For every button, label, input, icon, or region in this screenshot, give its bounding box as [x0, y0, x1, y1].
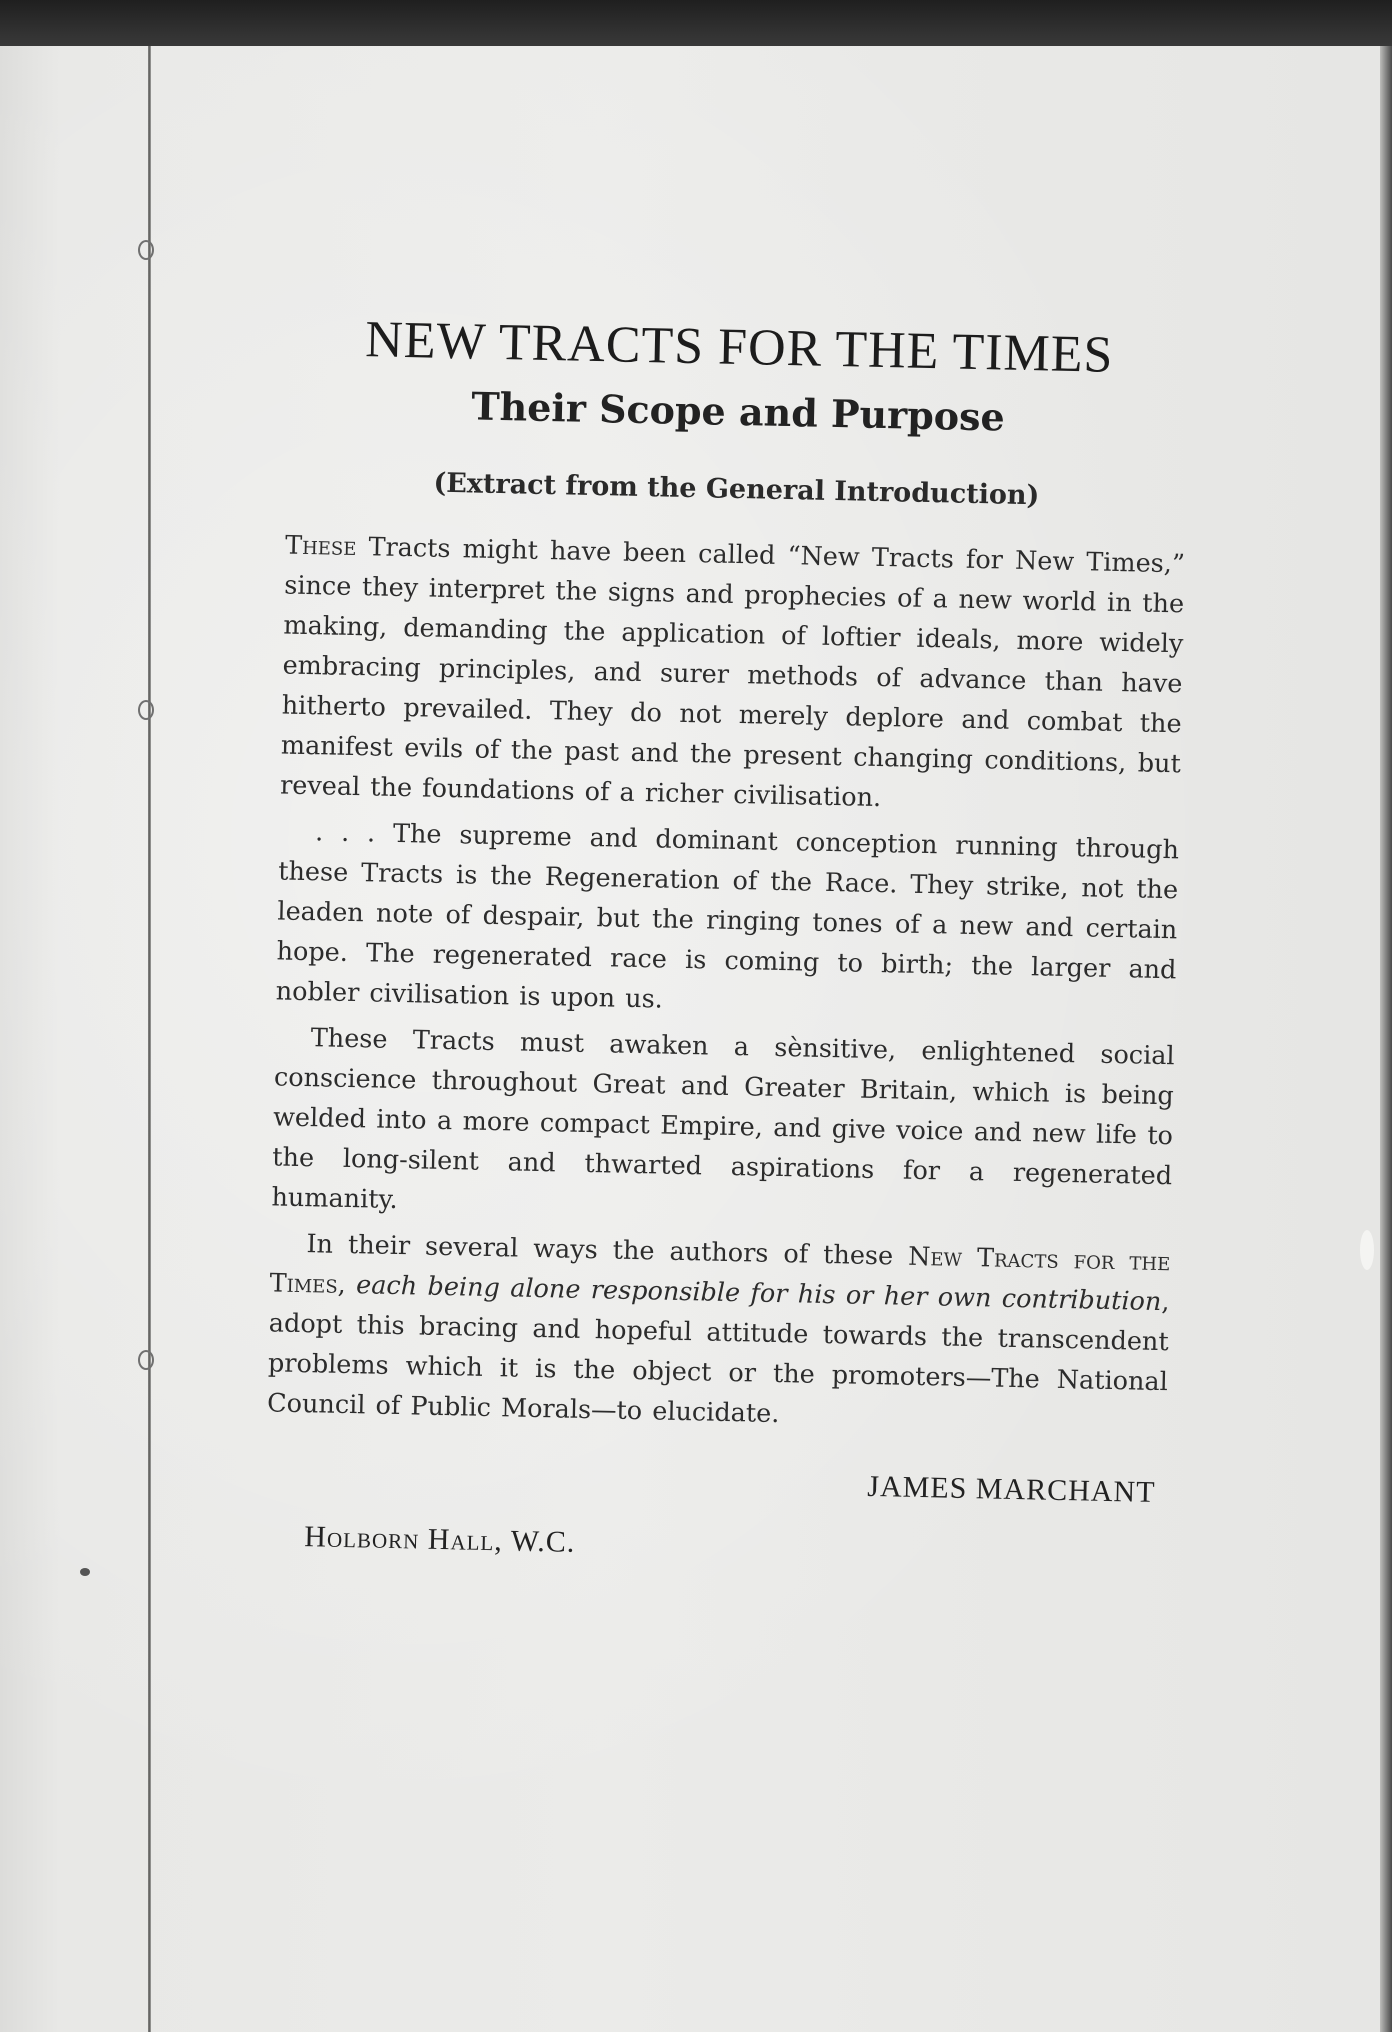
paragraph-4-part1: In their several ways the authors of these [306, 1229, 909, 1272]
document-subtitle: Their Scope and Purpose [470, 383, 1006, 440]
scan-top-edge [0, 0, 1392, 50]
paragraph-3: These Tracts must awaken a sènsitive, enlightened social conscience throughout Great and Greater Britain, which is being welded into a more compact Empire, and give voice and new life to the long-silent and thwarted aspirations for a regenerated humanity. [271, 1023, 1175, 1216]
paragraph-1-lead: These [284, 530, 357, 563]
document-title: NEW TRACTS FOR THE TIMES [364, 311, 1115, 384]
binding-fold-line [148, 46, 151, 2032]
place-line: Holborn Hall, W.C. [304, 1520, 576, 1559]
paragraph-2: . . . The supreme and dominant conception running through these Tracts is the Regeneration of the Race. They strike, not the leaden note of despair, but the ringing tones of a new and certain hope. The regenerated race is coming to birth; the larger and nobler civilisation is upon us. [275, 817, 1180, 1015]
document-body [264, 309, 1190, 1573]
paper-tear [1360, 1230, 1374, 1270]
paragraph-4-part3: , adopt this bracing and hopeful attitude towards the transcendent problems which it is the object or the promoters—The National Council of Public Morals—to elucidate. [266, 1287, 1170, 1430]
paragraph-4-italic: each being alone responsible for his or her own contribution [355, 1270, 1162, 1318]
author-signature: JAMES MARCHANT [866, 1469, 1156, 1509]
paragraph-4-part2: , [337, 1269, 357, 1301]
paragraph-4-series-name: New Tracts for the Times [269, 1241, 1171, 1300]
paragraph-1 [280, 526, 1186, 825]
paragraph-4 [267, 1223, 1171, 1442]
extract-note: (Extract from the General Introduction) [433, 467, 1040, 512]
binding-stitch-mark [138, 1350, 154, 1370]
binding-stitch-mark [138, 700, 154, 720]
binding-stitch-mark [138, 240, 154, 260]
page-right-edge [1380, 46, 1392, 2032]
paper-speck [80, 1568, 90, 1576]
paragraph-1-text: Tracts might have been called “New Tracts for New Times,” since they interpret the signs and prophecies of a new world in the making, demanding the application of loftier ideals, more widely embracing principles, and surer methods of advance than have hitherto prevailed. They do not merely deplore and combat the manifest evils of the past and the present changing conditions, but reveal the foundations of a richer civilisation. [279, 532, 1186, 814]
